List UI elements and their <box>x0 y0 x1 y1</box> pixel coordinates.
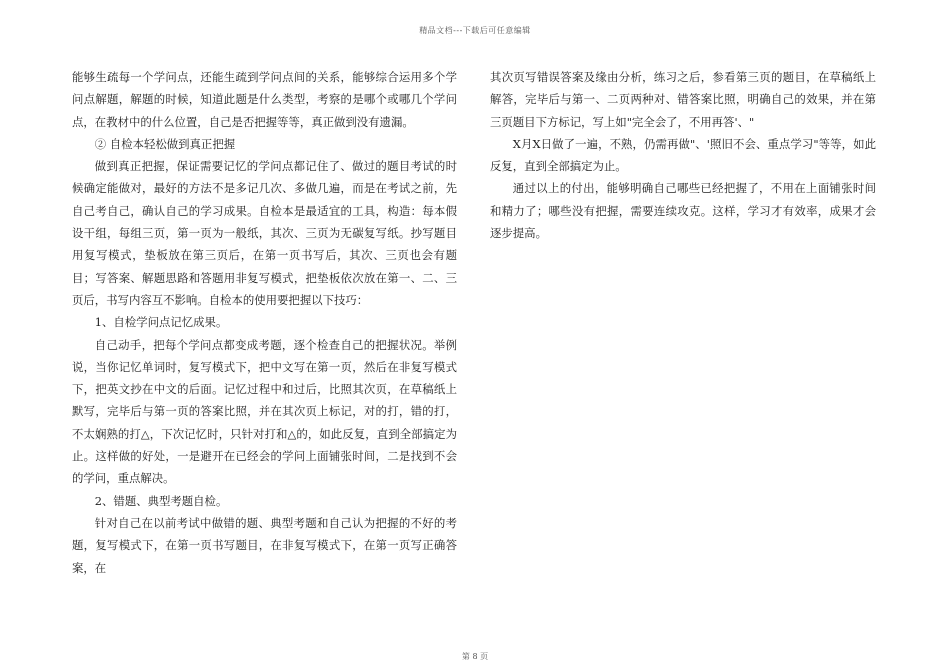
paragraph: 其次页写错误答案及缘由分析，练习之后，参看第三页的题目，在草稿纸上解答，完毕后与第一、二页两种对、错答案比照，明确自己的效果，并在第三页题目下方标记，写上如"完全会了，不用再答'、" <box>490 70 876 129</box>
page-header: 精品文档---下载后可任意编辑 <box>419 26 531 35</box>
left-column <box>72 66 457 579</box>
paragraph: 自己动手，把每个学问点都变成考题，逐个检查自己的把握状况。举例说，当你记忆单词时，复写模式下，把中文写在第一页，然后在非复写模式下，把英文抄在中文的后面。记忆过程中和过后，比照其次页，在草稿纸上默写，完毕后与第一页的答案比照，并在其次页上标记，对的打，错的打，不太娴熟的打△，下次记忆时，只针对打和△的，如此反复，直到全部搞定为止。这样做的好处，一是避开在已经会的学问上面铺张时间，二是找到不会的学问，重点解决。 <box>72 337 457 486</box>
page-number: 第 8 页 <box>461 652 489 661</box>
paragraph: 能够生疏每一个学问点，还能生疏到学问点间的关系，能够综合运用多个学问点解题，解题的时候，知道此题是什么类型，考察的是哪个或哪几个学问点，在教材中的什么位置，自己是否把握等等，真正做到没有遗漏。 <box>72 70 457 129</box>
subsection-heading: 2、错题、典型考题自检。 <box>94 493 228 508</box>
paragraph: 通过以上的付出，能够明确自己哪些已经把握了，不用在上面铺张时间和精力了；哪些没有把握，需要连续攻克。这样，学习才有效率，成果才会逐步提高。 <box>490 181 876 241</box>
subsection-heading: 1、自检学问点记忆成果。 <box>94 315 228 330</box>
paragraph: X月X日做了一遍，不熟，仍需再做"、'照旧不会、重点学习"等等，如此反复，直到全部搞定为止。 <box>490 136 876 174</box>
paragraph: 针对自己在以前考试中做错的题、典型考题和自己认为把握的不好的考题，复写模式下，在第一页书写题目，在非复写模式下，在第一页写正确答案，在 <box>72 515 457 575</box>
paragraph: 做到真正把握，保证需要记忆的学问点都记住了、做过的题目考试的时候确定能做对，最好的方法不是多记几次、多做几遍，而是在考试之前，先自己考自己，确认自己的学习成果。自检本是最适宜的工具，构造：每本假设干组，每组三页，第一页为一般纸，其次、三页为无碳复写纸。抄写题目用复写模式，垫板放在第三页后，在第一页书写后，其次、三页也会有题目；写答案、解题思路和答题用非复写模式，把垫板依次放在第一、二、三页后，书写内容互不影响。自检本的使用要把握以下技巧： <box>72 159 457 307</box>
section-heading: ② 自检本轻松做到真正把握 <box>94 136 236 151</box>
right-column <box>490 66 876 244</box>
